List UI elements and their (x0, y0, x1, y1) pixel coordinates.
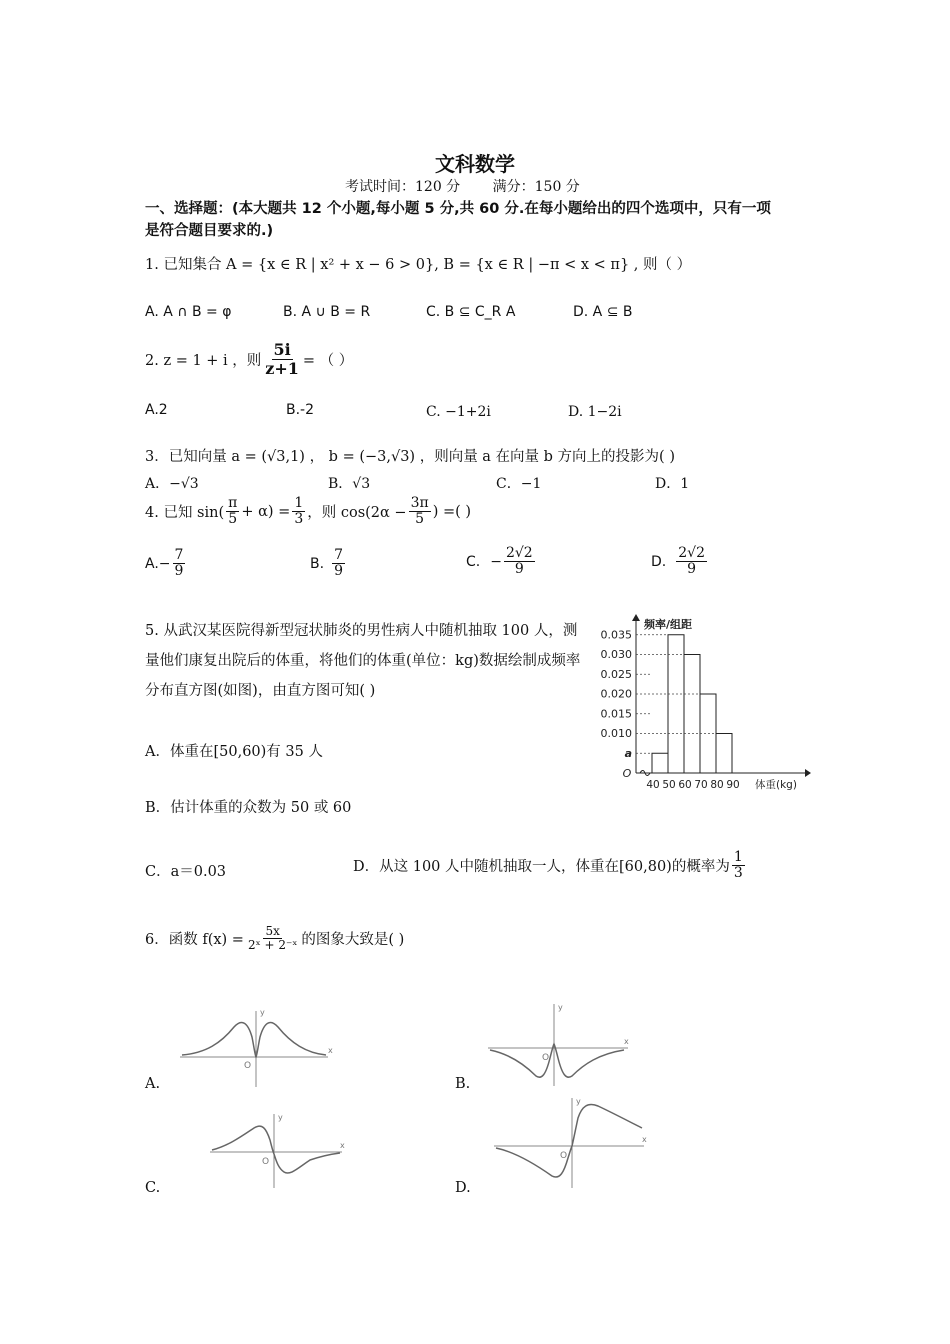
q6-label-a: A. (145, 1076, 161, 1092)
q6-graph-d (490, 1096, 650, 1191)
graph-d-x-label: x (642, 1135, 647, 1144)
q5-option-d-frac (732, 850, 745, 882)
q2-numerator: 5i (273, 340, 291, 359)
histogram-x-arrow (805, 769, 811, 777)
q6-fraction (246, 925, 299, 952)
q5-option-b: B．估计体重的众数为 50 或 60 (145, 800, 352, 816)
q4-option-c-label: C. (466, 553, 481, 570)
graph-c-x-label: x (340, 1141, 345, 1150)
q4-option-b-frac (332, 548, 345, 580)
q4-frac2-den: 3 (294, 511, 304, 528)
q1-option-c: C. B ⊆ C_R A (426, 304, 516, 320)
q4-option-a (145, 548, 187, 580)
graph-d-curve (496, 1105, 642, 1178)
q2-stem (145, 341, 353, 377)
histogram-x-axis-title: 体重(kg) (755, 779, 797, 791)
q4-frac3 (409, 496, 431, 528)
histogram-x-tick-label: 80 (710, 779, 724, 791)
q4-option-a-frac (173, 548, 186, 580)
graph-b-y-label: y (558, 1003, 563, 1012)
exam-time: 考试时间：120 分 (345, 179, 461, 195)
q4-option-c-den: 9 (514, 561, 524, 578)
histogram-y-tick-label: 0.030 (600, 648, 632, 661)
q2-prefix: 2. z = 1 + i ，则 (145, 352, 262, 369)
q2-suffix: = （ ） (302, 352, 354, 369)
histogram-x-tick-label: 70 (694, 779, 708, 791)
histogram-origin-label: O (622, 767, 632, 780)
histogram-bar (652, 753, 668, 773)
q5-option-d-text: D．从这 100 人中随机抽取一人，体重在[60,80)的概率为 (353, 859, 730, 876)
histogram-y-axis-title: 频率/组距 (644, 618, 693, 631)
q4-frac3-num: 3π (410, 495, 429, 511)
q1-option-b: B. A ∪ B = R (283, 304, 371, 320)
q6-denominator: 2ˣ + 2⁻ˣ (247, 938, 298, 953)
q4-option-a-sign: − (158, 555, 171, 572)
q3-option-a: A．−√3 (145, 476, 199, 492)
q4-frac2 (292, 496, 305, 528)
section-heading: 一、选择题：(本大题共 12 个小题,每小题 5 分,共 60 分.在每小题给出的四个选项中，只有一项是符合题目要求的.) (145, 201, 771, 239)
q4-mid1: + α) = (241, 503, 291, 520)
histogram-bar (668, 635, 684, 773)
histogram-x-tick-label: 50 (662, 779, 676, 791)
graph-c-origin: O (262, 1157, 270, 1167)
q4-option-b-den: 9 (334, 563, 343, 580)
graph-c-curve (212, 1126, 340, 1173)
q1-option-a: A. A ∩ B = φ (145, 304, 232, 320)
q4-frac3-den: 5 (415, 511, 425, 528)
histogram-x-tick-label: 60 (678, 779, 692, 791)
graph-a-x-label: x (328, 1046, 333, 1055)
q4-option-d-num: 2√2 (678, 545, 705, 561)
q4-prefix: 4. 已知 sin( (145, 505, 225, 522)
q4-option-b-num: 7 (334, 547, 343, 563)
graph-a-curve (182, 1022, 326, 1057)
q4-option-b (310, 548, 347, 580)
histogram-bar (716, 734, 732, 774)
q6-graph-a (176, 1005, 336, 1090)
histogram-y-arrow (632, 614, 640, 621)
q4-option-a-num: 7 (174, 547, 184, 563)
q4-frac2-num: 1 (294, 495, 304, 511)
q4-option-c-num: 2√2 (505, 545, 533, 561)
histogram-x-tick-label: 40 (646, 779, 660, 791)
q4-frac1-num: π (228, 495, 238, 511)
q4-option-d-frac (676, 546, 707, 578)
q6-stem (145, 925, 404, 952)
q4-stem (145, 496, 471, 528)
q3-option-d: D．1 (655, 476, 690, 492)
histogram-y-tick-label: 0.025 (600, 667, 632, 681)
q5-option-d (353, 850, 747, 882)
q1-stem: 1. 已知集合 A = {x ∈ R | x² + x − 6 > 0}, B = {x ∈ R | −π < x < π} , 则（ ） (145, 257, 692, 273)
q6-prefix: 6．函数 f(x) = (145, 932, 244, 949)
q2-option-a: A.2 (145, 402, 168, 418)
q2-option-d: D. 1−2i (568, 404, 622, 420)
q4-frac1 (226, 496, 239, 528)
q3-stem: 3．已知向量 a = (√3,1) ， b = (−3,√3) ，则向量 a 在向量 b 方向上的投影为( ) (145, 449, 675, 465)
q4-option-c-sign: − (490, 553, 502, 570)
q5-option-d-num: 1 (733, 849, 743, 865)
q6-label-c: C. (145, 1180, 161, 1196)
q6-graph-b (484, 1000, 634, 1088)
q4-option-c-frac (504, 546, 535, 578)
q1-option-d: D. A ⊆ B (573, 304, 633, 320)
graph-a-y-label: y (260, 1008, 265, 1017)
q6-suffix: 的图象大致是( ) (301, 932, 405, 949)
graph-b-x-label: x (624, 1037, 629, 1046)
graph-d-y-label: y (576, 1097, 581, 1106)
q4-suffix: ) =( ) (432, 503, 472, 520)
q2-denominator: z+1 (265, 358, 299, 378)
q6-label-d: D. (455, 1180, 471, 1196)
q4-frac1-den: 5 (228, 511, 238, 528)
q4-option-c (466, 546, 537, 578)
q5-option-a: A．体重在[50,60)有 35 人 (145, 744, 323, 760)
page-title: 文科数学 (435, 152, 515, 176)
exam-info (345, 176, 608, 196)
q4-option-a-label: A. (145, 555, 159, 572)
histogram-x-tick-label: 90 (726, 779, 740, 791)
q4-option-a-den: 9 (174, 563, 184, 580)
q6-label-b: B. (455, 1076, 471, 1092)
graph-d-origin: O (560, 1151, 568, 1161)
full-score: 满分：150 分 (492, 179, 580, 195)
q5-stem: 5. 从武汉某医院得新型冠状肺炎的男性病人中随机抽取 100 人，测量他们康复出院后的体重，将他们的体重(单位：kg)数据绘制成频率分布直方图(如图)，由直方图可知( ) (145, 623, 581, 699)
q4-option-b-label: B. (310, 555, 325, 572)
q3-option-c: C．−1 (496, 476, 542, 492)
graph-a-origin: O (244, 1061, 252, 1071)
histogram-bar (684, 655, 700, 774)
histogram-y-tick-label: 0.015 (600, 707, 632, 721)
histogram-y-tick-label: 0.020 (600, 687, 632, 701)
q2-fraction (263, 341, 301, 377)
q6-graph-c (206, 1110, 346, 1190)
histogram-y-tick-label: 0.035 (600, 628, 632, 642)
frequency-histogram (600, 612, 815, 797)
q4-option-d-label: D. (651, 553, 667, 570)
graph-c-y-label: y (278, 1113, 283, 1122)
q3-option-b: B．√3 (328, 476, 371, 492)
q2-option-c: C. −1+2i (426, 404, 491, 420)
q2-option-b: B.-2 (286, 402, 315, 418)
q5-option-c: C．a＝0.03 (145, 864, 227, 880)
q5-option-d-den: 3 (733, 865, 743, 882)
q4-option-d (651, 546, 709, 578)
graph-b-curve (490, 1044, 624, 1077)
q4-option-d-den: 9 (687, 561, 697, 578)
q6-numerator: 5x (265, 924, 280, 938)
histogram-y-tick-label: 0.010 (600, 727, 632, 740)
graph-b-origin: O (542, 1053, 550, 1063)
q4-mid2: ，则 cos(2α − (307, 505, 407, 522)
histogram-y-tick-label: a (624, 746, 632, 760)
